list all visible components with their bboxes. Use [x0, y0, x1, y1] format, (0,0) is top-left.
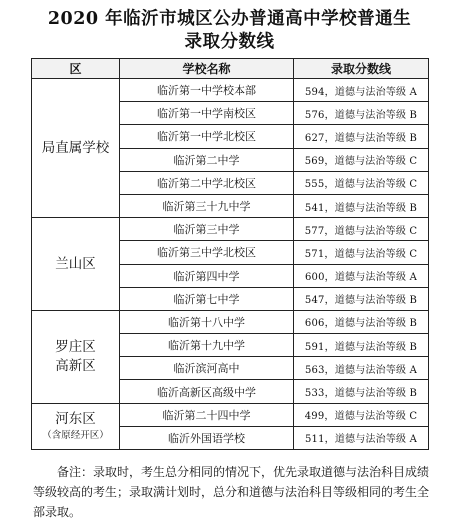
score-cell: 600，道德与法治等级 A	[294, 264, 429, 287]
school-cell: 临沂滨河高中	[120, 357, 294, 380]
table-row	[32, 403, 429, 426]
score-cell: 594，道德与法治等级 A	[294, 79, 429, 102]
page-title: 2020 年临沂市城区公办普通高中学校普通生	[47, 9, 412, 29]
district-cell	[32, 79, 120, 218]
score-cell: 541，道德与法治等级 B	[294, 194, 429, 217]
school-cell: 临沂第二中学	[120, 148, 294, 171]
score-cell: 577，道德与法治等级 C	[294, 218, 429, 241]
school-cell: 临沂第三中学北校区	[120, 241, 294, 264]
school-cell: 临沂第四中学	[120, 264, 294, 287]
score-cell: 627，道德与法治等级 B	[294, 125, 429, 148]
header-school: 学校名称	[120, 59, 294, 79]
school-cell: 临沂第三中学	[120, 218, 294, 241]
school-cell: 临沂第一中学南校区	[120, 102, 294, 125]
district-name: 罗庄区	[55, 338, 96, 355]
score-cell: 606，道德与法治等级 B	[294, 310, 429, 333]
page-subtitle: 录取分数线	[184, 32, 275, 52]
school-cell: 临沂第二十四中学	[120, 403, 294, 426]
district-name: 河东区	[55, 410, 96, 427]
table-row	[32, 310, 429, 333]
score-cell: 563，道德与法治等级 A	[294, 357, 429, 380]
district-cell	[32, 218, 120, 311]
header-score: 录取分数线	[294, 59, 429, 79]
district-name-secondary: 高新区	[55, 357, 96, 374]
score-cell: 499，道德与法治等级 C	[294, 403, 429, 426]
score-cell: 555，道德与法治等级 C	[294, 171, 429, 194]
score-cell: 591，道德与法治等级 B	[294, 334, 429, 357]
footnote: 备注：录取时，考生总分相同的情况下，优先录取道德与法治科目成绩等级较高的考生；录取满计划时，总分和道德与法治科目等级相同的考生全部录取。	[33, 465, 430, 519]
score-cell: 569，道德与法治等级 C	[294, 148, 429, 171]
school-cell: 临沂第十九中学	[120, 334, 294, 357]
district-cell	[32, 310, 120, 403]
table-header-row	[32, 59, 429, 79]
school-cell: 临沂第一中学北校区	[120, 125, 294, 148]
header-district: 区	[32, 59, 120, 79]
school-cell: 临沂第三十九中学	[120, 194, 294, 217]
table-row	[32, 79, 429, 102]
school-cell: 临沂第十八中学	[120, 310, 294, 333]
school-cell: 临沂第二中学北校区	[120, 171, 294, 194]
score-cell: 571，道德与法治等级 C	[294, 241, 429, 264]
school-cell: 临沂第一中学校本部	[120, 79, 294, 102]
school-cell: 临沂高新区高级中学	[120, 380, 294, 403]
score-cell: 511，道德与法治等级 A	[294, 426, 429, 449]
district-name: 兰山区	[55, 255, 96, 272]
school-cell: 临沂第七中学	[120, 287, 294, 310]
score-cell: 533，道德与法治等级 B	[294, 380, 429, 403]
admission-score-table	[31, 58, 429, 450]
score-cell: 576，道德与法治等级 B	[294, 102, 429, 125]
school-cell: 临沂外国语学校	[120, 426, 294, 449]
table-row	[32, 218, 429, 241]
district-cell	[32, 403, 120, 449]
district-note: （含原经开区）	[42, 429, 109, 441]
score-cell: 547，道德与法治等级 B	[294, 287, 429, 310]
district-name: 局直属学校	[41, 139, 110, 156]
